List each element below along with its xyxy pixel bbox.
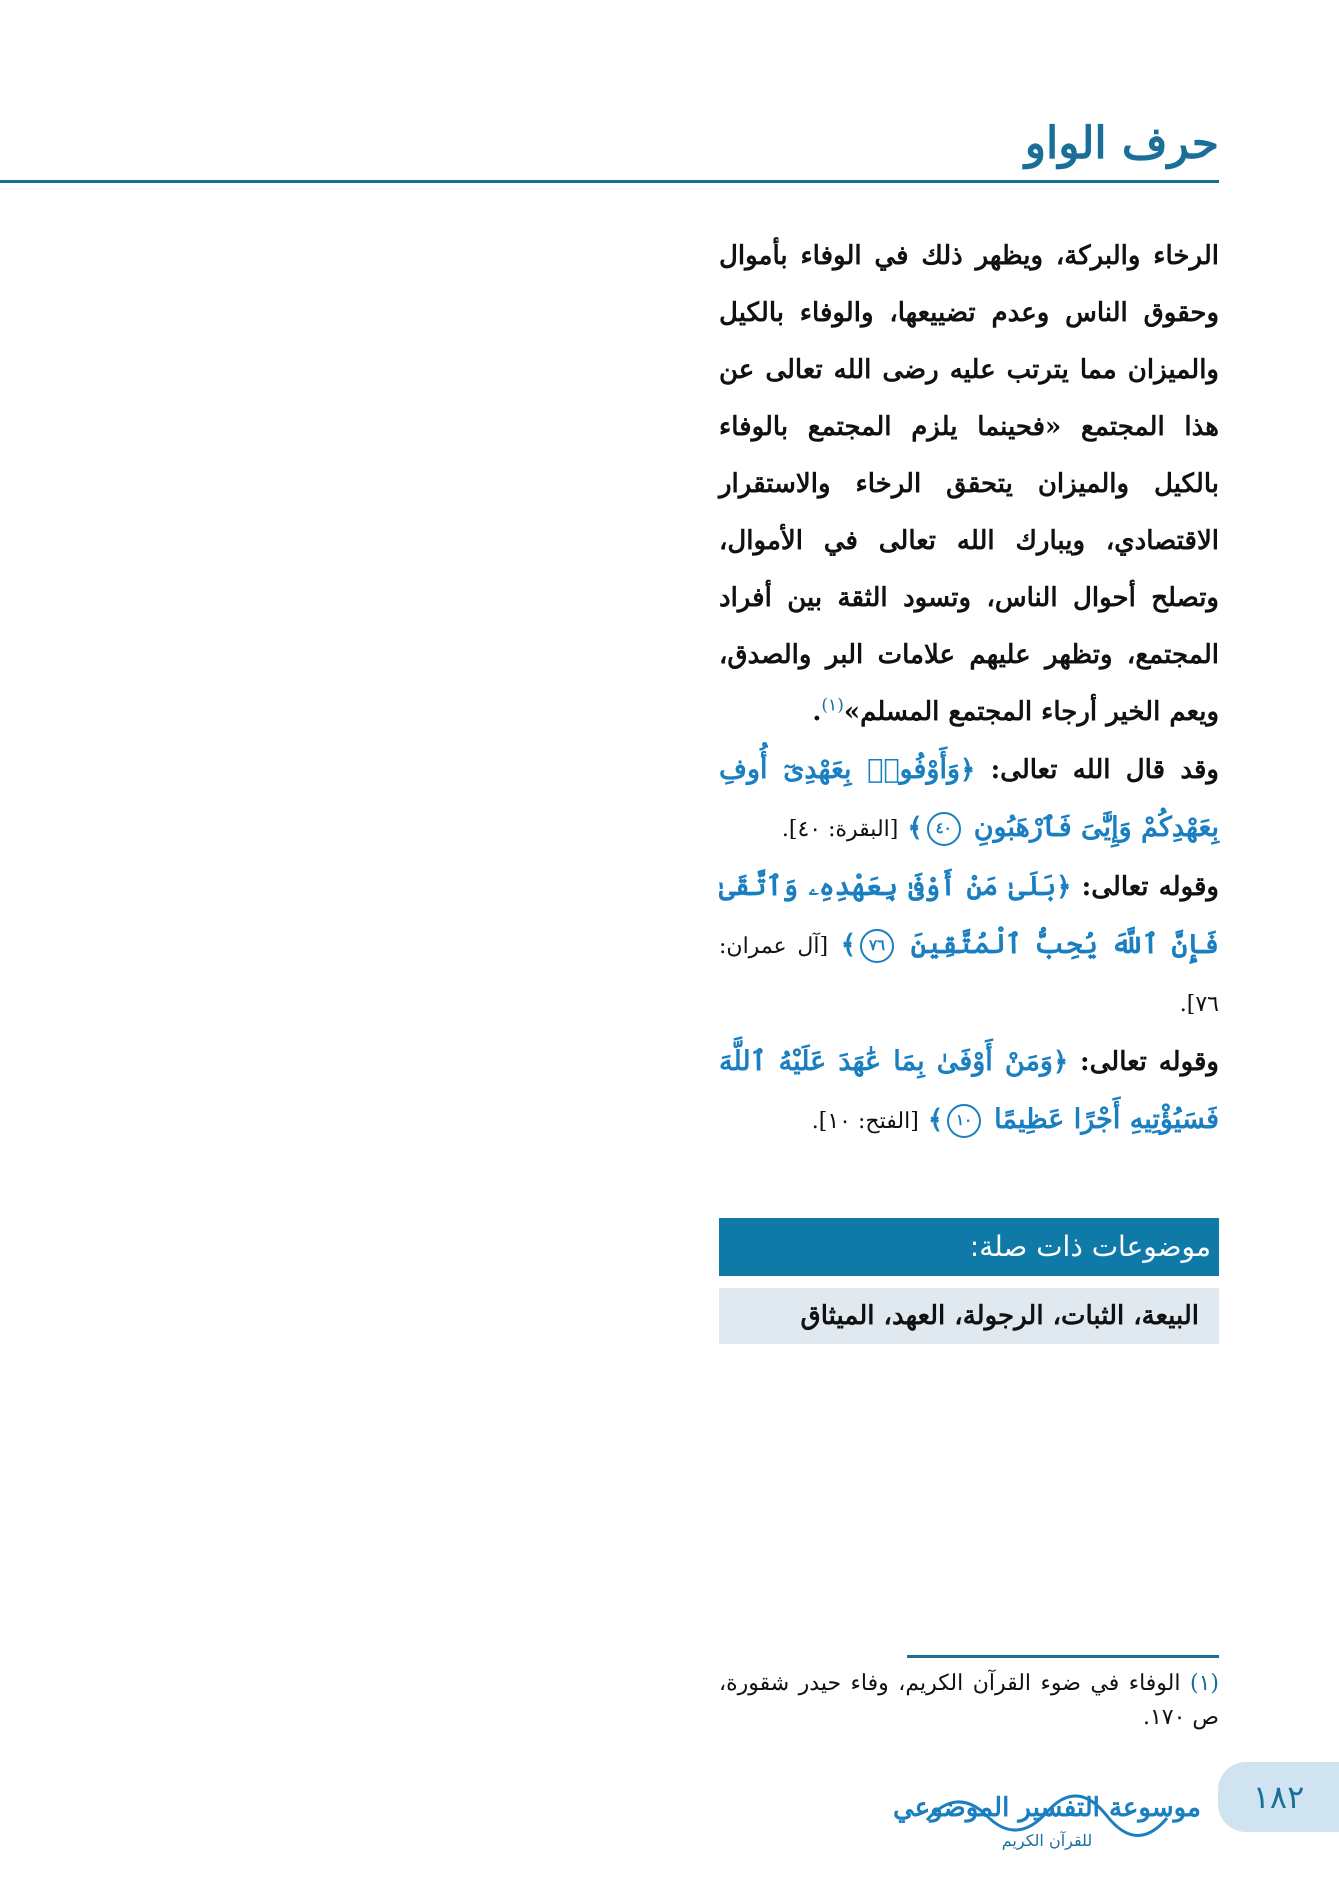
ornate-bracket-open: ﴿: [1052, 1047, 1069, 1077]
verse-block-3: [719, 1033, 1219, 1150]
verse-intro: وقوله تعالى:: [1080, 1047, 1219, 1077]
main-paragraph: [719, 228, 1219, 741]
ayah-number-medallion: ١٠: [947, 1104, 981, 1138]
verse-reference: [البقرة: ٤٠].: [781, 817, 899, 842]
series-logo: [893, 1776, 1201, 1856]
verse-intro: وقوله تعالى:: [1081, 872, 1219, 902]
ornate-bracket-open: ﴿: [1056, 872, 1072, 902]
body-text: [719, 228, 1219, 1150]
footnote-rule: [907, 1655, 1219, 1658]
footnote: [719, 1667, 1219, 1735]
header-rule: [0, 180, 1219, 183]
ornate-bracket-close: ﴾: [840, 930, 857, 960]
verse-intro: وقد قال الله تعالى:: [990, 755, 1219, 785]
logo-title: موسوعة التفسير الموضوعي: [893, 1793, 1201, 1823]
footnote-marker[interactable]: (١): [821, 695, 844, 716]
verse-reference: [آل عمران: ٧٦].: [719, 934, 1219, 1017]
paragraph-end: .: [812, 697, 822, 727]
quran-verse: بَلَىٰ مَنْ أَوْفَىٰ بِعَهْدِهِۦ وَٱتَّقَىٰ فَإِنَّ ٱللَّهَ يُحِبُّ ٱلْمُتَّقِينَ: [719, 871, 1219, 960]
verse-block-1: [719, 741, 1219, 858]
ayah-number-medallion: ٧٦: [860, 929, 894, 963]
logo-subtitle: للقرآن الكريم: [1001, 1831, 1093, 1850]
footnote-number: (١): [1189, 1671, 1219, 1696]
related-topics-list[interactable]: البيعة، الثبات، الرجولة، العهد، الميثاق: [719, 1288, 1219, 1344]
ornate-bracket-open: ﴿: [960, 755, 976, 785]
page-number-tab: ١٨٢: [1218, 1762, 1339, 1832]
ayah-number-medallion: ٤٠: [927, 812, 961, 846]
related-topics-header: موضوعات ذات صلة:: [719, 1218, 1219, 1276]
paragraph-text: الرخاء والبركة، ويظهر ذلك في الوفاء بأموال وحقوق الناس وعدم تضييعها، والوفاء بالكيل والميزان مما يترتب عليه رضى الله تعالى عن هذا المجتمع «فحينما يلزم المجتمع بالوفاء بالكيل والميزان يتحقق الرخاء والاستقرار الاقتصادي، ويبارك الله تعالى في الأموال، وتصلح أحوال الناس، وتسود الثقة بين أفراد المجتمع، وتظهر عليهم علامات البر والصدق، ويعم الخير أرجاء المجتمع المسلم»: [719, 241, 1219, 727]
quran-verse: وَأَوْفُوا۟ بِعَهْدِىٓ أُوفِ بِعَهْدِكُمْ وَإِيَّٰىَ فَٱرْهَبُونِ: [719, 754, 1219, 843]
footnote-text: الوفاء في ضوء القرآن الكريم، وفاء حيدر شقورة، ص ١٧٠.: [719, 1671, 1219, 1730]
quran-verse: وَمَنْ أَوْفَىٰ بِمَا عَٰهَدَ عَلَيْهُ ٱللَّهَ فَسَيُؤْتِيهِ أَجْرًا عَظِيمًا: [719, 1046, 1219, 1135]
verse-block-2: [719, 858, 1219, 1033]
ornate-bracket-close: ﴾: [907, 813, 923, 843]
verse-reference: [الفتح: ١٠].: [811, 1109, 919, 1134]
chapter-title: حرف الواو: [1024, 118, 1219, 169]
ornate-bracket-close: ﴾: [927, 1105, 944, 1135]
